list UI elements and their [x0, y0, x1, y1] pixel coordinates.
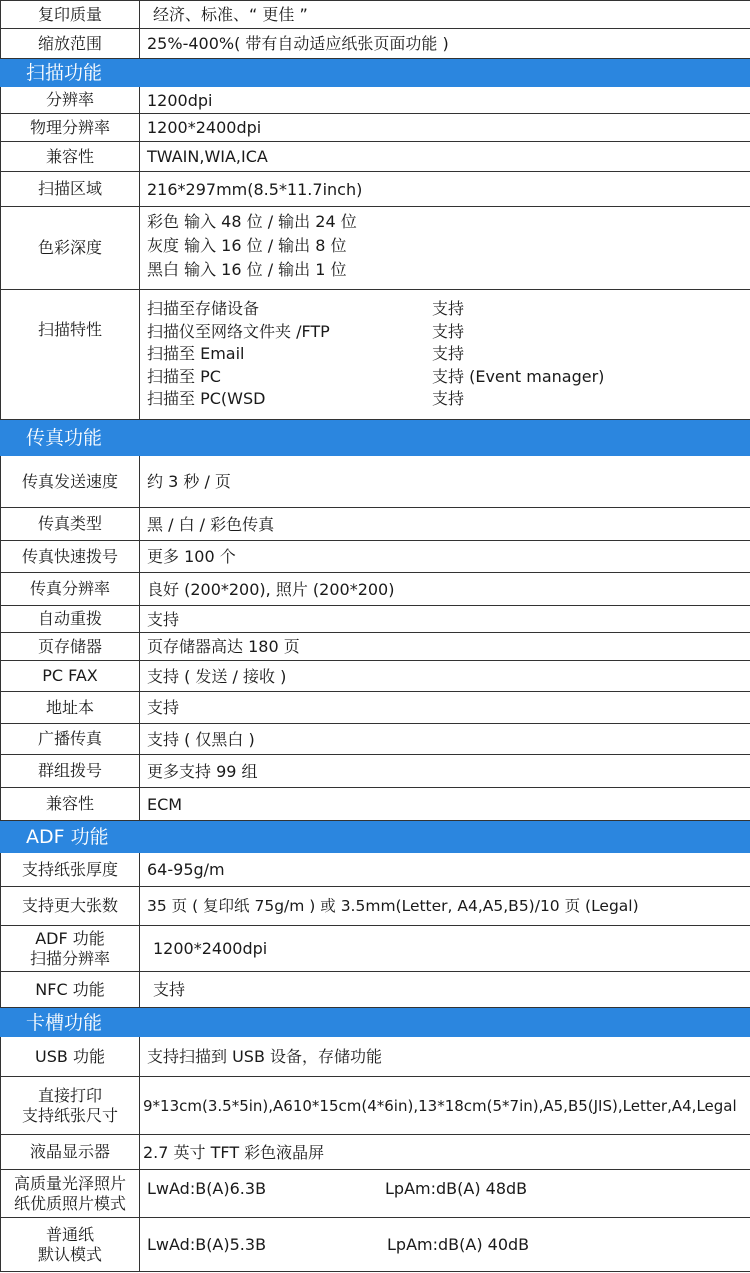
row-label-line: 纸优质照片模式 — [13, 1193, 126, 1213]
row-label: 支持纸张厚度 — [0, 853, 140, 886]
spec-row-zoom-range — [0, 29, 750, 59]
row-label: 广播传真 — [0, 724, 140, 754]
spec-row-copy-quality — [0, 0, 750, 29]
spec-row-glossy-photo-mode — [0, 1170, 750, 1218]
row-value: 黑 / 白 / 彩色传真 — [147, 514, 275, 534]
row-value — [141, 1170, 750, 1217]
spec-row-fax-compatibility — [0, 788, 750, 821]
row-label-line: 高质量光泽照片 — [13, 1173, 126, 1193]
noise-pressure-value: LpAm:dB(A) 48dB — [385, 1179, 528, 1198]
row-value: 支持 — [147, 698, 180, 717]
spec-row-broadcast-fax — [0, 724, 750, 755]
row-label: 物理分辨率 — [0, 114, 140, 141]
row-label: 支持更大张数 — [0, 887, 140, 925]
row-label — [0, 1077, 140, 1134]
spec-row-scan-area — [0, 172, 750, 207]
color-depth-line: 彩色 输入 48 位 / 输出 24 位 — [147, 212, 357, 231]
feature-name: 扫描至存储设备 — [147, 299, 260, 318]
spec-row-lcd — [0, 1135, 750, 1170]
row-label: 传真快速拨号 — [0, 541, 140, 572]
row-label: 传真类型 — [0, 508, 140, 540]
row-label-line: 普通纸 — [45, 1224, 94, 1244]
row-label: 复印质量 — [0, 1, 140, 28]
row-value: 更多支持 99 组 — [147, 761, 258, 781]
section-header-scan: 扫描功能 — [0, 59, 750, 87]
feature-name: 扫描仪至网络文件夹 /FTP — [147, 321, 330, 341]
row-value: 1200dpi — [147, 90, 213, 110]
row-value: 支持 — [147, 609, 180, 629]
row-label: 地址本 — [0, 692, 140, 723]
spec-row-fax-speed-dial — [0, 541, 750, 573]
row-value: 支持扫描到 USB 设备，存储功能 — [147, 1047, 383, 1066]
feature-support: 支持 — [432, 299, 465, 318]
row-value: 1200*2400dpi — [147, 118, 262, 137]
row-label: USB 功能 — [0, 1037, 140, 1076]
feature-name: 扫描至 Email — [147, 344, 245, 363]
row-value: 35 页 ( 复印纸 75g/m ) 或 3.5mm(Letter, A4,A5,B5)/10 页 (Legal) — [147, 896, 639, 915]
row-value: 支持 ( 仅黑白 ) — [147, 729, 255, 749]
spec-row-pc-fax — [0, 661, 750, 692]
row-label — [0, 1218, 140, 1271]
spec-row-resolution — [0, 87, 750, 114]
row-label-line: 支持纸张尺寸 — [21, 1105, 118, 1125]
row-label-line: 扫描分辨率 — [29, 948, 110, 968]
feature-name: 扫描至 PC(WSD — [147, 389, 266, 408]
noise-power-value: LwAd:B(A)6.3B — [147, 1179, 267, 1198]
row-label: 液晶显示器 — [0, 1135, 140, 1169]
row-value: 1200*2400dpi — [153, 939, 268, 958]
row-label: 页存储器 — [0, 633, 140, 660]
row-label: 色彩深度 — [0, 207, 140, 289]
spec-row-address-book — [0, 692, 750, 724]
row-value — [141, 290, 750, 419]
section-header-fax: 传真功能 — [0, 420, 750, 456]
section-header-adf: ADF 功能 — [0, 821, 750, 853]
row-label-line: 默认模式 — [37, 1244, 102, 1264]
row-label: 传真发送速度 — [0, 456, 140, 507]
row-value — [141, 207, 750, 289]
spec-row-max-sheets — [0, 887, 750, 926]
row-value: 64-95g/m — [147, 860, 225, 879]
row-value: 良好 (200*200), 照片 (200*200) — [147, 579, 395, 599]
feature-support: 支持 — [432, 321, 465, 341]
row-label-line: 直接打印 — [37, 1085, 102, 1105]
row-label: PC FAX — [0, 661, 140, 691]
row-value: 支持 — [153, 980, 186, 999]
row-value: 216*297mm(8.5*11.7inch) — [147, 179, 363, 199]
row-value: 页存储器高达 180 页 — [147, 637, 300, 656]
feature-support: 支持 — [432, 344, 465, 363]
row-label: 群组拨号 — [0, 755, 140, 787]
row-value — [141, 1218, 750, 1271]
spec-row-fax-speed — [0, 456, 750, 508]
feature-support: 支持 (Event manager) — [432, 366, 605, 386]
row-label: 兼容性 — [0, 142, 140, 171]
color-depth-line: 灰度 输入 16 位 / 输出 8 位 — [147, 236, 347, 255]
section-header-card-slot: 卡槽功能 — [0, 1008, 750, 1037]
row-value: 经济、标准、“ 更佳 ” — [153, 5, 308, 24]
row-value: ECM — [147, 794, 183, 814]
spec-row-group-dial — [0, 755, 750, 788]
row-value: 更多 100 个 — [147, 547, 236, 566]
row-label: 扫描特性 — [0, 290, 140, 419]
feature-name: 扫描至 PC — [147, 366, 221, 386]
noise-pressure-value: LpAm:dB(A) 40dB — [387, 1235, 530, 1254]
spec-row-page-memory — [0, 633, 750, 661]
spec-row-auto-redial — [0, 606, 750, 633]
noise-power-value: LwAd:B(A)5.3B — [147, 1235, 267, 1254]
spec-row-adf-scan-resolution — [0, 926, 750, 972]
spec-row-plain-paper-mode — [0, 1218, 750, 1272]
row-value: 支持 ( 发送 / 接收 ) — [147, 666, 287, 686]
spec-row-fax-resolution — [0, 573, 750, 606]
row-value: TWAIN,WIA,ICA — [147, 147, 268, 166]
spec-row-direct-print — [0, 1077, 750, 1135]
spec-row-paper-thickness — [0, 853, 750, 887]
spec-row-physical-resolution — [0, 114, 750, 142]
feature-support: 支持 — [432, 389, 465, 408]
row-label-line: ADF 功能 — [35, 928, 105, 948]
row-label: 传真分辨率 — [0, 573, 140, 605]
row-label: 缩放范围 — [0, 29, 140, 58]
spec-row-scan-features — [0, 290, 750, 420]
spec-row-fax-type — [0, 508, 750, 541]
row-label: 扫描区域 — [0, 172, 140, 206]
row-label: 自动重拨 — [0, 606, 140, 632]
spec-row-nfc — [0, 972, 750, 1008]
row-value: 约 3 秒 / 页 — [147, 472, 231, 491]
spec-row-usb — [0, 1037, 750, 1077]
row-value: 25%-400%( 带有自动适应纸张页面功能 ) — [147, 34, 449, 53]
spec-row-color-depth — [0, 207, 750, 290]
row-label: 分辨率 — [0, 87, 140, 113]
color-depth-line: 黑白 输入 16 位 / 输出 1 位 — [147, 260, 347, 279]
row-label: NFC 功能 — [0, 972, 140, 1007]
row-value: 2.7 英寸 TFT 彩色液晶屏 — [143, 1142, 325, 1162]
row-label — [0, 926, 140, 971]
row-label — [0, 1170, 140, 1217]
row-value: 9*13cm(3.5*5in),A610*15cm(4*6in),13*18cm(5*7in),A5,B5(JIS),Letter,A4,Legal — [143, 1096, 737, 1115]
spec-row-compatibility — [0, 142, 750, 172]
row-label: 兼容性 — [0, 788, 140, 820]
